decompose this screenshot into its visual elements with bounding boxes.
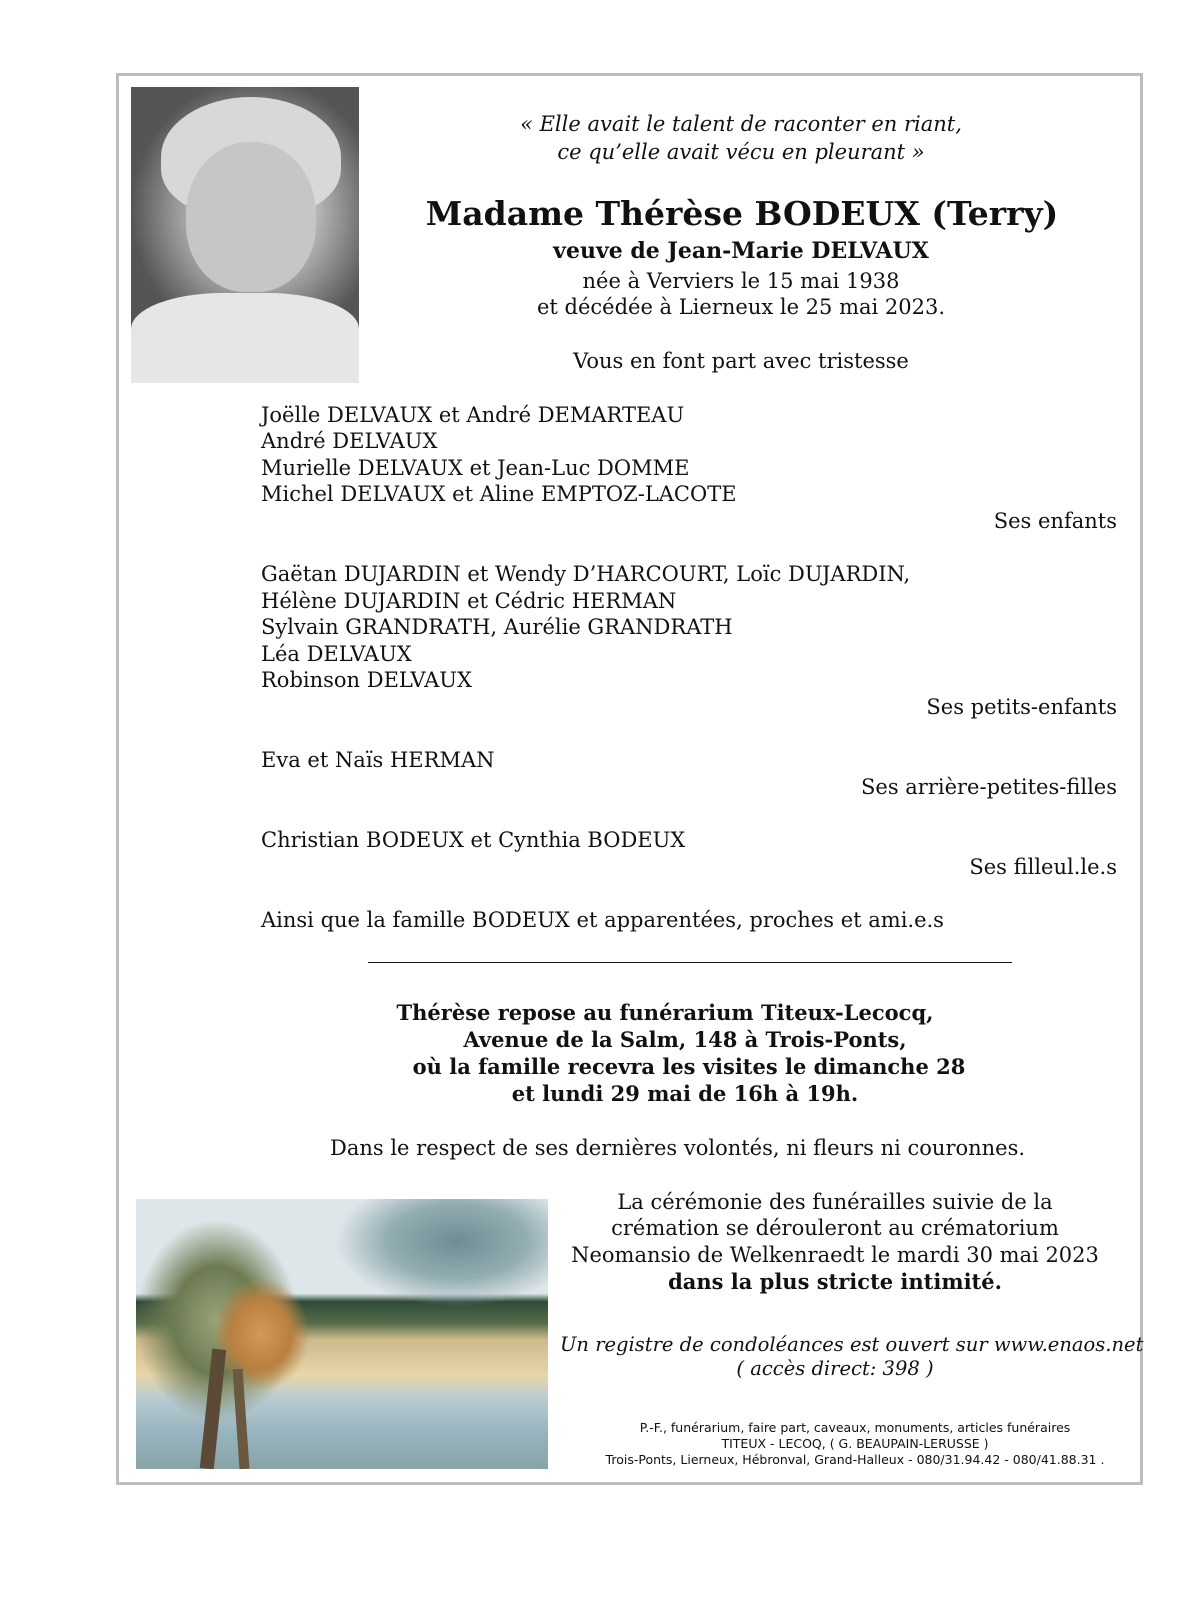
ceremony-line-3: Neomansio de Welkenraedt le mardi 30 mai 2023 (571, 1243, 1099, 1267)
visitation-line-3: où la famille recevra les visites le dimanche 28 (412, 1054, 966, 1079)
family-line: Ainsi que la famille BODEUX et apparentées, proches et ami.e.s (261, 908, 944, 932)
relation-label: Ses filleul.le.s (969, 855, 1117, 879)
family-member: Murielle DELVAUX et Jean-Luc DOMME (261, 456, 690, 480)
family-member: Hélène DUJARDIN et Cédric HERMAN (261, 589, 677, 613)
family-member: Michel DELVAUX et Aline EMPTOZ-LACOTE (261, 482, 737, 506)
footer-line-3: Trois-Ponts, Lierneux, Hébronval, Grand-Halleux - 080/31.94.42 - 080/41.88.31 . (605, 1452, 1105, 1467)
deceased-name: Madame Thérèse BODEUX (Terry) (425, 194, 1059, 233)
family-member: Sylvain GRANDRATH, Aurélie GRANDRATH (261, 615, 733, 639)
relation-label: Ses enfants (993, 509, 1117, 533)
relation-label: Ses petits-enfants (926, 695, 1117, 719)
portrait-photo (131, 87, 359, 383)
visitation-line-1: Thérèse repose au funérarium Titeux-Lecocq, (396, 1000, 934, 1025)
birth-line: née à Verviers le 15 mai 1938 (582, 269, 900, 293)
visitation-line-2: Avenue de la Salm, 148 à Trois-Ponts, (463, 1027, 907, 1052)
quote-line-2: ce qu’elle avait vécu en pleurant » (557, 140, 925, 164)
relation-label: Ses arrière-petites-filles (861, 775, 1117, 799)
family-member: Christian BODEUX et Cynthia BODEUX (261, 828, 686, 852)
ceremony-line-2: crémation se dérouleront au crématorium (611, 1216, 1059, 1240)
ceremony-line-4: dans la plus stricte intimité. (668, 1269, 1002, 1294)
landscape-painting (136, 1199, 548, 1469)
footer-line-2: TITEUX - LECOQ, ( G. BEAUPAIN-LERUSSE ) (721, 1436, 989, 1451)
family-member: Robinson DELVAUX (261, 668, 472, 692)
family-member: Joëlle DELVAUX et André DEMARTEAU (261, 403, 685, 427)
family-member: Gaëtan DUJARDIN et Wendy D’HARCOURT, Loïc DUJARDIN, (261, 562, 911, 586)
spouse-line: veuve de Jean-Marie DELVAUX (553, 238, 929, 264)
family-member: André DELVAUX (261, 429, 438, 453)
visitation-line-4: et lundi 29 mai de 16h à 19h. (511, 1081, 859, 1106)
family-member: Léa DELVAUX (261, 642, 412, 666)
condolences-line-2: ( accès direct: 398 ) (736, 1357, 934, 1380)
family-member: Eva et Naïs HERMAN (261, 748, 495, 772)
footer-line-1: P.-F., funérarium, faire part, caveaux, monuments, articles funéraires (639, 1420, 1071, 1435)
announcement: Vous en font part avec tristesse (573, 349, 909, 373)
ceremony-line-1: La cérémonie des funérailles suivie de la (617, 1190, 1053, 1214)
final-wishes: Dans le respect de ses dernières volontés, ni fleurs ni couronnes. (330, 1136, 1026, 1160)
divider (368, 962, 1012, 963)
death-line: et décédée à Lierneux le 25 mai 2023. (536, 295, 946, 319)
condolences-line-1: Un registre de condoléances est ouvert sur www.enaos.net (560, 1333, 1144, 1356)
quote-line-1: « Elle avait le talent de raconter en riant, (520, 112, 962, 136)
